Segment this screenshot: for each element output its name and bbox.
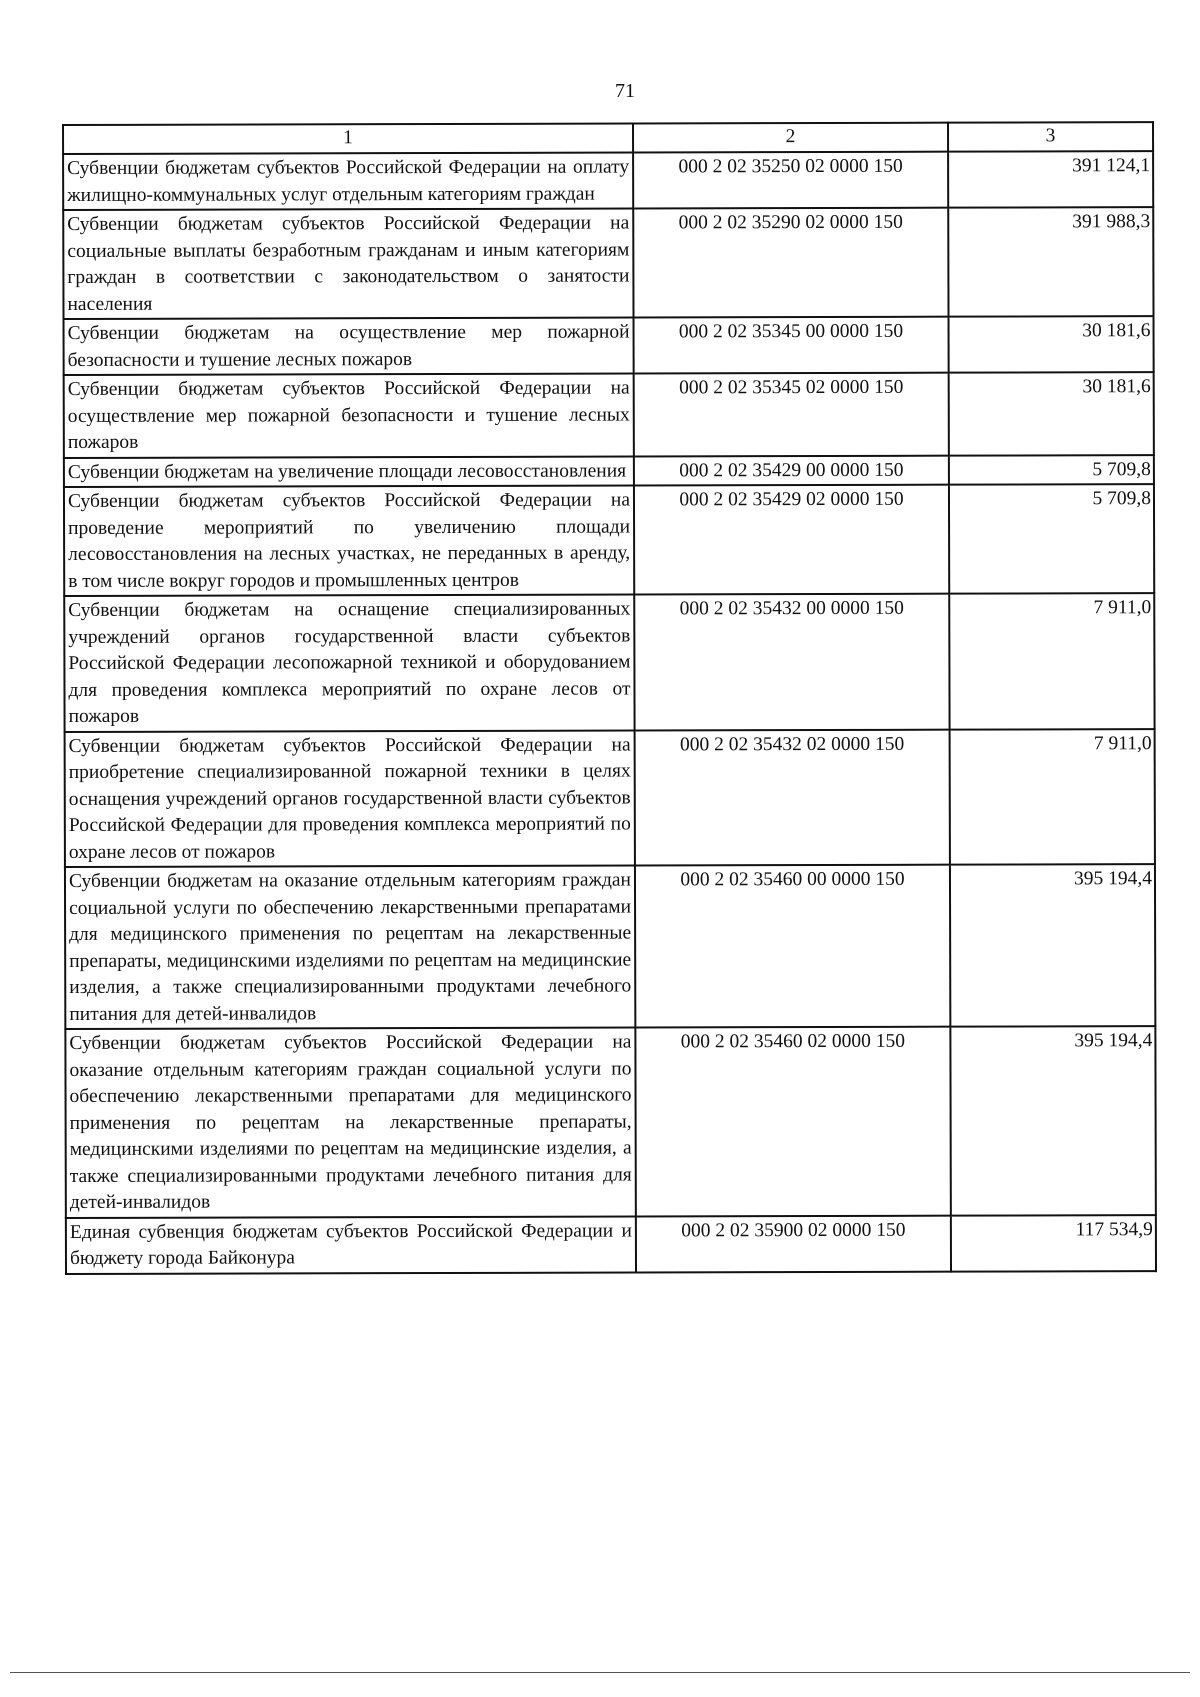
footer-rule <box>10 1672 1190 1673</box>
row-name: Субвенции бюджетам на оказание отдельным категориям граждан социальной услуги по обеспечению лекарственными препаратами для медицинского применения по рецептам на лекарственные препараты, медицинскими изделиями по рецептам на медицинские изделия, а также специализированными продуктами лечебного питания для детей-инвалидов <box>65 866 635 1029</box>
table-row <box>63 207 1153 319</box>
table-row <box>64 593 1154 731</box>
row-name: Субвенции бюджетам на увеличение площади лесовосстановления <box>64 456 634 487</box>
row-code: 000 2 02 35460 02 0000 150 <box>635 1027 950 1216</box>
row-amount: 391 124,1 <box>948 151 1153 208</box>
row-code: 000 2 02 35432 00 0000 150 <box>634 594 949 730</box>
row-code: 000 2 02 35432 02 0000 150 <box>635 729 950 865</box>
row-code: 000 2 02 35429 02 0000 150 <box>634 485 949 595</box>
row-code: 000 2 02 35900 02 0000 150 <box>636 1215 951 1272</box>
row-name: Субвенции бюджетам субъектов Российской Федерации на оплату жилищно-коммунальных услуг отдельным категориям граждан <box>63 153 633 210</box>
row-name: Субвенции бюджетам на оснащение специализированных учреждений органов государственной власти субъектов Российской Федерации лесопожарной техникой и оборудованием для проведения комплекса мероприятий по охране лесов от пожаров <box>64 595 634 732</box>
row-amount: 5 709,8 <box>949 484 1154 594</box>
row-amount: 391 988,3 <box>948 207 1153 317</box>
page-number: 71 <box>615 80 635 102</box>
row-amount: 7 911,0 <box>950 729 1155 865</box>
row-code: 000 2 02 35460 00 0000 150 <box>635 865 950 1028</box>
row-name: Субвенции бюджетам субъектов Российской Федерации на оказание отдельным категориям граждан социальной услуги по обеспечению лекарственными препаратами для медицинского применения по рецептам на лекарственные препараты, медицинскими изделиями по рецептам на медицинские изделия, а также специализированными продуктами лечебного питания для детей-инвалидов <box>65 1028 635 1218</box>
row-code: 000 2 02 35290 02 0000 150 <box>633 208 948 318</box>
table-header-row <box>63 122 1153 154</box>
row-name: Субвенции бюджетам субъектов Российской Федерации на социальные выплаты безработным гражданам и иным категориям граждан в соответствии с законодательством о занятости населения <box>63 209 633 319</box>
row-amount: 395 194,4 <box>950 864 1155 1027</box>
row-amount: 7 911,0 <box>949 593 1154 729</box>
table-row <box>64 484 1154 596</box>
table-row <box>64 316 1154 375</box>
row-code: 000 2 02 35429 00 0000 150 <box>634 455 949 485</box>
table-row <box>65 1026 1155 1217</box>
row-code: 000 2 02 35345 02 0000 150 <box>634 373 949 456</box>
row-amount: 5 709,8 <box>949 455 1154 485</box>
column-header-code: 2 <box>633 123 948 153</box>
row-name: Субвенции бюджетам субъектов Российской Федерации на осуществление мер пожарной безопасности и тушение лесных пожаров <box>64 374 634 458</box>
row-amount: 30 181,6 <box>949 316 1154 373</box>
row-amount: 395 194,4 <box>950 1026 1155 1215</box>
row-name: Субвенции бюджетам на осуществление мер пожарной безопасности и тушение лесных пожаров <box>64 318 634 375</box>
row-code: 000 2 02 35250 02 0000 150 <box>633 152 948 209</box>
table-row <box>63 151 1153 210</box>
budget-revenue-table <box>62 121 1157 1274</box>
table-row <box>64 372 1154 457</box>
row-name: Единая субвенция бюджетам субъектов Российской Федерации и бюджету города Байконура <box>66 1216 636 1273</box>
column-header-amount: 3 <box>948 122 1153 152</box>
column-header-name: 1 <box>63 124 633 154</box>
row-name: Субвенции бюджетам субъектов Российской Федерации на проведение мероприятий по увеличению площади лесовосстановления на лесных участках, не переданных в аренду, в том числе вокруг городов и промышленных центров <box>64 486 634 596</box>
row-amount: 117 534,9 <box>951 1215 1156 1272</box>
row-name: Субвенции бюджетам субъектов Российской Федерации на приобретение специализированной пожарной техники в целях оснащения учреждений органов государственной власти субъектов Российской Федерации для проведения комплекса мероприятий по охране лесов от пожаров <box>65 730 635 867</box>
table-row <box>64 455 1154 487</box>
row-code: 000 2 02 35345 00 0000 150 <box>634 317 949 374</box>
table-row <box>65 729 1155 867</box>
row-amount: 30 181,6 <box>949 372 1154 455</box>
table-row <box>65 864 1155 1029</box>
table-row <box>66 1215 1156 1274</box>
